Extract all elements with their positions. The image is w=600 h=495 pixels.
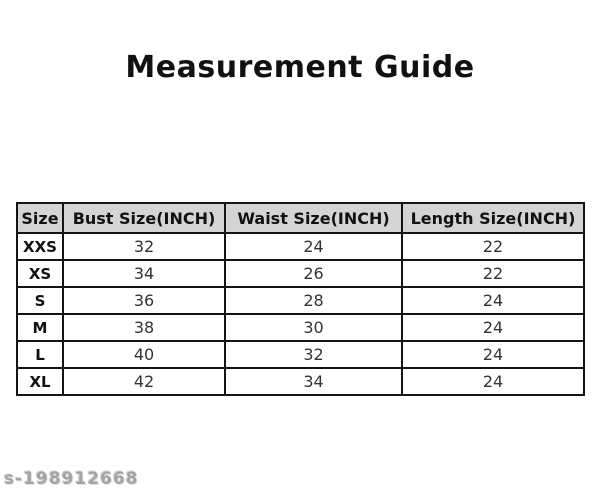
- watermark-text: s-198912668: [4, 469, 139, 489]
- size-label: XXS: [17, 233, 63, 260]
- table-row: [17, 341, 584, 368]
- size-label: XL: [17, 368, 63, 395]
- table-row: [17, 287, 584, 314]
- waist-value: 30: [225, 314, 402, 341]
- size-label: L: [17, 341, 63, 368]
- bust-value: 36: [63, 287, 225, 314]
- column-header-size: Size: [17, 203, 63, 233]
- page-title: Measurement Guide: [125, 50, 475, 85]
- bust-value: 34: [63, 260, 225, 287]
- table-row: [17, 368, 584, 395]
- length-value: 24: [402, 287, 584, 314]
- size-label: S: [17, 287, 63, 314]
- table-header-row: [17, 203, 584, 233]
- waist-value: 26: [225, 260, 402, 287]
- table-row: [17, 314, 584, 341]
- waist-value: 24: [225, 233, 402, 260]
- column-header-length: Length Size(INCH): [402, 203, 584, 233]
- length-value: 24: [402, 368, 584, 395]
- waist-value: 28: [225, 287, 402, 314]
- column-header-bust: Bust Size(INCH): [63, 203, 225, 233]
- column-header-waist: Waist Size(INCH): [225, 203, 402, 233]
- measurement-table: [16, 202, 585, 396]
- bust-value: 38: [63, 314, 225, 341]
- waist-value: 32: [225, 341, 402, 368]
- length-value: 24: [402, 314, 584, 341]
- size-label: XS: [17, 260, 63, 287]
- length-value: 24: [402, 341, 584, 368]
- length-value: 22: [402, 260, 584, 287]
- size-label: M: [17, 314, 63, 341]
- length-value: 22: [402, 233, 584, 260]
- table-row: [17, 260, 584, 287]
- waist-value: 34: [225, 368, 402, 395]
- bust-value: 32: [63, 233, 225, 260]
- table-row: [17, 233, 584, 260]
- bust-value: 40: [63, 341, 225, 368]
- bust-value: 42: [63, 368, 225, 395]
